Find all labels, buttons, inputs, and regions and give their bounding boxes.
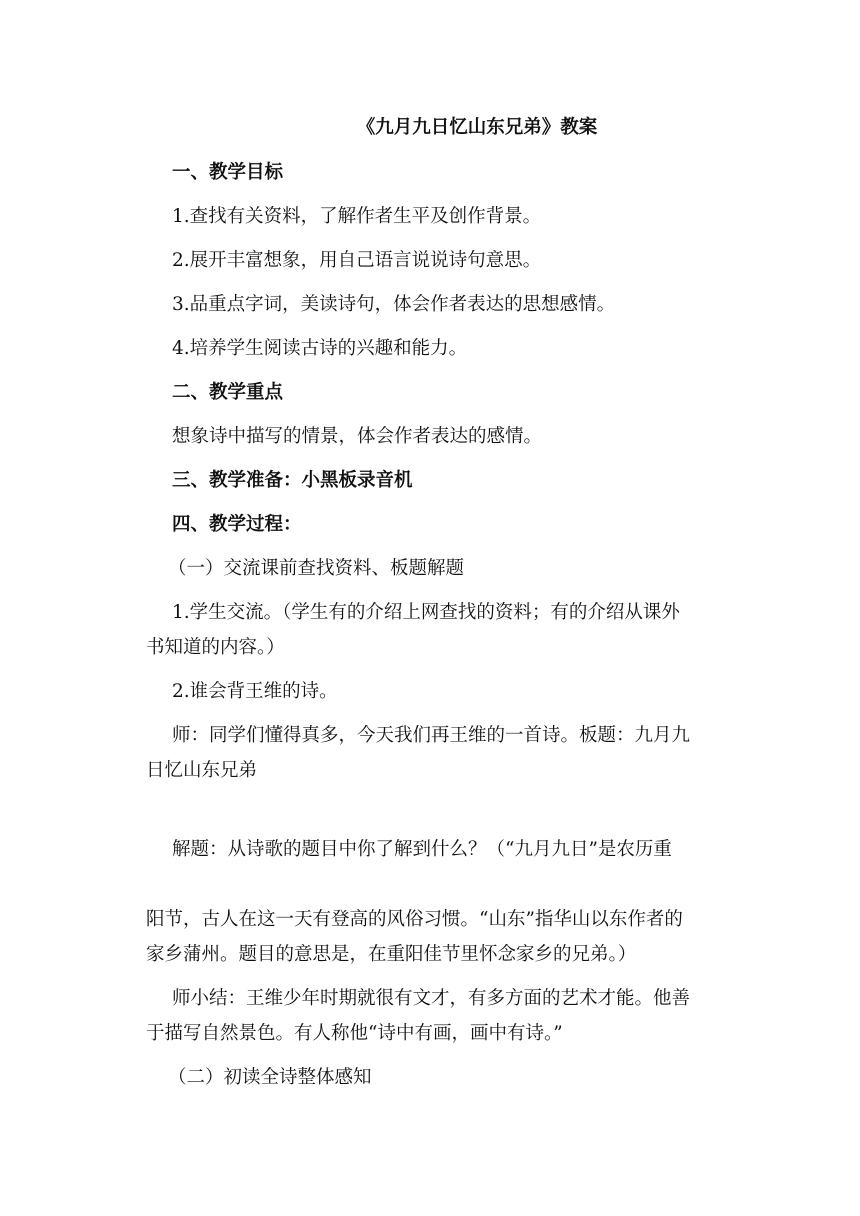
process-paragraph-5 <box>146 981 762 1051</box>
process-paragraph-4 <box>146 797 762 972</box>
focus-text: 想象诗中描写的情景，体会作者表达的感情。 <box>172 426 543 447</box>
process-paragraph-3-line-1: 师：同学们懂得真多，今天我们再王维的一首诗。板题：九月九 <box>172 725 691 746</box>
subsection-heading-1: （一）交流课前查找资料、板题解题 <box>168 558 465 579</box>
process-paragraph-1 <box>146 595 762 665</box>
process-paragraph-1-rest: 书知道的内容。） <box>146 637 285 658</box>
process-paragraph-5-rest: 于描写自然景色。有人称他“诗中有画，画中有诗。” <box>146 1023 563 1044</box>
process-paragraph-3 <box>146 718 762 788</box>
section-heading-process: 四、教学过程： <box>172 514 302 535</box>
objective-item-2: 2.展开丰富想象，用自己语言说说诗句意思。 <box>172 250 542 271</box>
subsection-heading-2: （二）初读全诗整体感知 <box>168 1067 372 1088</box>
objective-item-3: 3.品重点字词，美读诗句，体会作者表达的思想感情。 <box>172 294 616 315</box>
objective-item-1: 1.查找有关资料，了解作者生平及创作背景。 <box>172 206 542 227</box>
process-paragraph-1-line-1: 1.学生交流。（学生有的介绍上网查找的资料；有的介绍从课外 <box>172 602 680 623</box>
process-paragraph-4-line-1: 解题：从诗歌的题目中你了解到什么？（“九月九日”是农历重 <box>172 839 672 860</box>
document-body <box>146 110 762 1104</box>
document-title: 《九月九日忆山东兄弟》教案 <box>356 117 598 138</box>
process-paragraph-5-line-1: 师小结：王维少年时期就很有文才，有多方面的艺术才能。他善 <box>172 988 691 1009</box>
objective-item-4: 4.培养学生阅读古诗的兴趣和能力。 <box>172 338 468 359</box>
process-paragraph-2: 2.谁会背王维的诗。 <box>172 681 338 702</box>
process-paragraph-3-rest: 日忆山东兄弟 <box>146 760 258 781</box>
section-heading-preparation: 三、教学准备：小黑板录音机 <box>172 470 413 491</box>
section-heading-focus: 二、教学重点 <box>172 382 284 403</box>
section-heading-objectives: 一、教学目标 <box>172 162 284 183</box>
process-paragraph-4-rest: 阳节，古人在这一天有登高的风俗习惯。“山东”指华山以东作者的 家乡蒲州。题目的意思是，在重阳佳节里怀念家乡的兄弟。） <box>146 909 683 965</box>
